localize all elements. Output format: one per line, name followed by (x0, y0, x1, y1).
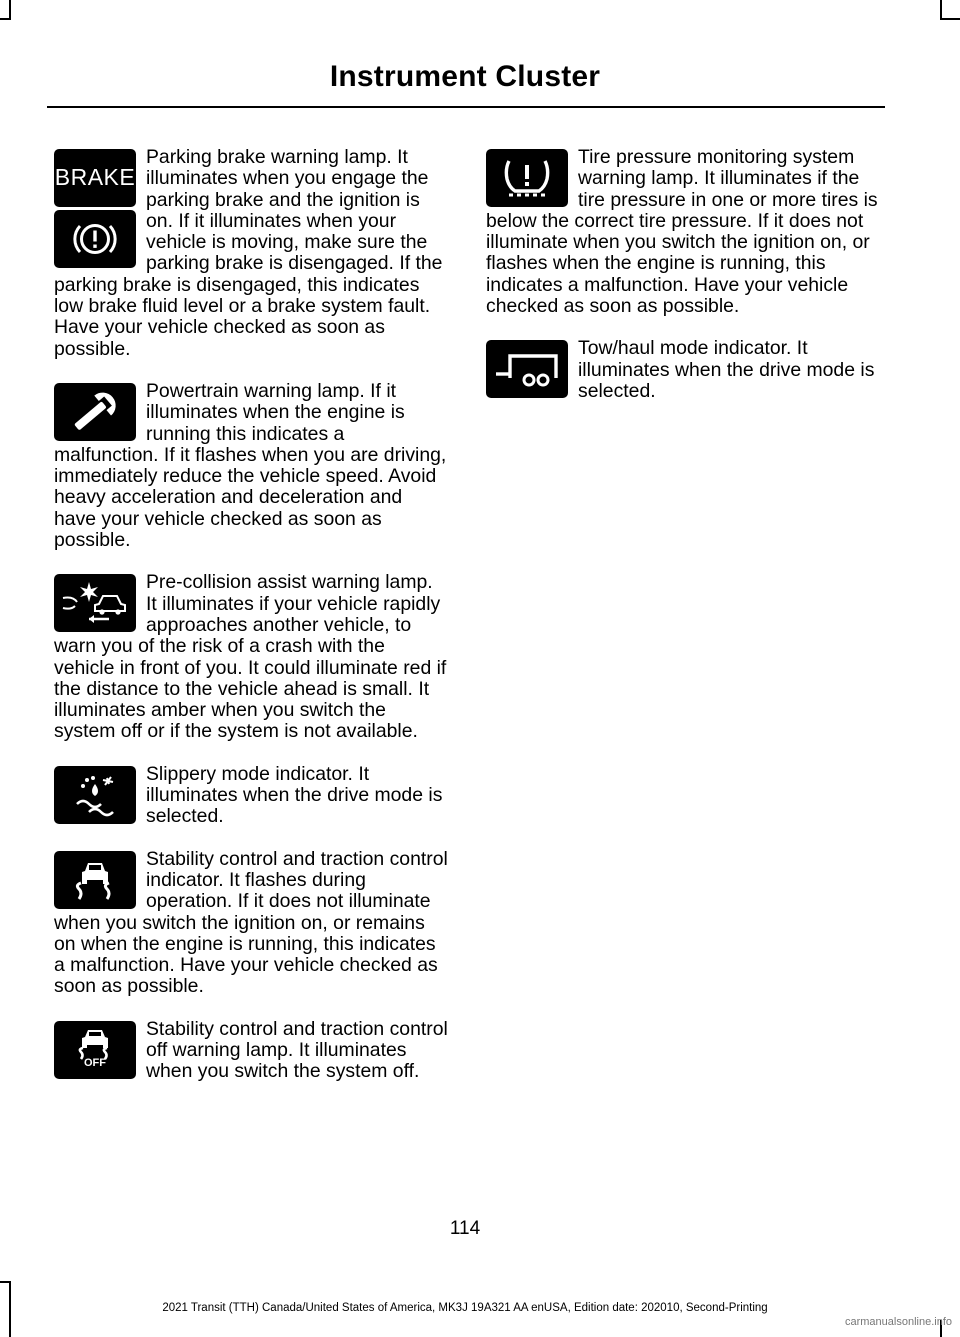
entry-description: Powertrain warning lamp. If it illuminates when the engine is running this indicates a malfunction. If it flashes when you are driving, immediately reduce the vehicle speed. Avoid heavy acceleration and deceleration and have your vehicle checked as soon as possible. (54, 379, 447, 552)
entry-icons (54, 851, 136, 912)
crop-mark (9, 0, 11, 18)
entry-description: Tire pressure monitoring system warning lamp. It illuminates if the tire pressure in one or more tires is below the correct tire pressure. If it does not illuminate when you switch the ignition on, or flashes when the engine is running, this indicates a malfunction. Have your vehicle checked as soon as possible. (486, 146, 878, 318)
watermark: carmanualsonline.info (844, 1316, 952, 1328)
right-column (486, 147, 880, 423)
tire-pressure-icon (486, 149, 568, 207)
crop-mark (0, 18, 11, 20)
entry-powertrain (54, 381, 448, 551)
left-column (54, 147, 448, 1104)
page-title: Instrument Cluster (329, 60, 601, 93)
entry-tire-pressure (486, 147, 880, 317)
stability-control-off-icon (54, 1021, 136, 1079)
entry-description: Parking brake warning lamp. It illuminates when you engage the parking brake and the ignition is on. If it illuminates when your vehicle is moving, make sure the parking brake is disengaged. If the parking brake is disengaged, this indicates low brake fluid level or a brake system fault. Have your vehicle checked as soon as possible. (54, 146, 443, 360)
entry-description: Pre-collision assist warning lamp. It illuminates if your vehicle rapidly approaches another vehicle, to warn you of the risk of a crash with the vehicle in front of you. It could illuminate red if the distance to the vehicle ahead is small. It illuminates amber when you switch the system off or if the system is not available. (54, 571, 447, 743)
stability-control-icon (54, 851, 136, 909)
entry-icons (486, 149, 568, 210)
edition-footer: 2021 Transit (TTH) Canada/United States of America, MK3J 19A321 AA enUSA, Edition date: 202010, Second-Printing (162, 1302, 768, 1314)
wrench-icon (54, 383, 136, 441)
entry-icons (54, 766, 136, 827)
pre-collision-icon (54, 574, 136, 632)
entry-slippery (54, 764, 448, 828)
slippery-mode-icon (54, 766, 136, 824)
crop-mark (940, 18, 960, 20)
entry-parking-brake (54, 147, 448, 360)
entry-stability-off (54, 1019, 448, 1083)
entry-icons (54, 383, 136, 444)
entry-description: Tow/haul mode indicator. It illuminates when the drive mode is selected. (578, 337, 875, 402)
tow-haul-icon (486, 340, 568, 398)
brake-circle-exclamation-icon (54, 210, 136, 268)
entry-icons (54, 574, 136, 635)
entry-description: Stability control and traction control indicator. It flashes during operation. If it does not illuminate when you switch the ignition on, or remains on when the engine is running, this indicates a malfunction. Have your vehicle checked as soon as possible. (54, 847, 448, 998)
entry-description: Stability control and traction control off warning lamp. It illuminates when you switch the system off. (146, 1017, 448, 1083)
entry-stability (54, 849, 448, 998)
brake-text-icon: BRAKE (54, 149, 136, 207)
entry-icons (54, 149, 136, 271)
entry-pre-collision (54, 572, 448, 742)
crop-mark (0, 1281, 11, 1283)
entry-icons (54, 1021, 136, 1082)
entry-icons (486, 340, 568, 401)
header-divider (47, 106, 885, 108)
crop-mark (940, 0, 942, 18)
entry-description: Slippery mode indicator. It illuminates when the drive mode is selected. (146, 762, 443, 828)
page-number: 114 (449, 1218, 481, 1239)
off-label: OFF (84, 1057, 106, 1070)
entry-tow-haul (486, 338, 880, 402)
